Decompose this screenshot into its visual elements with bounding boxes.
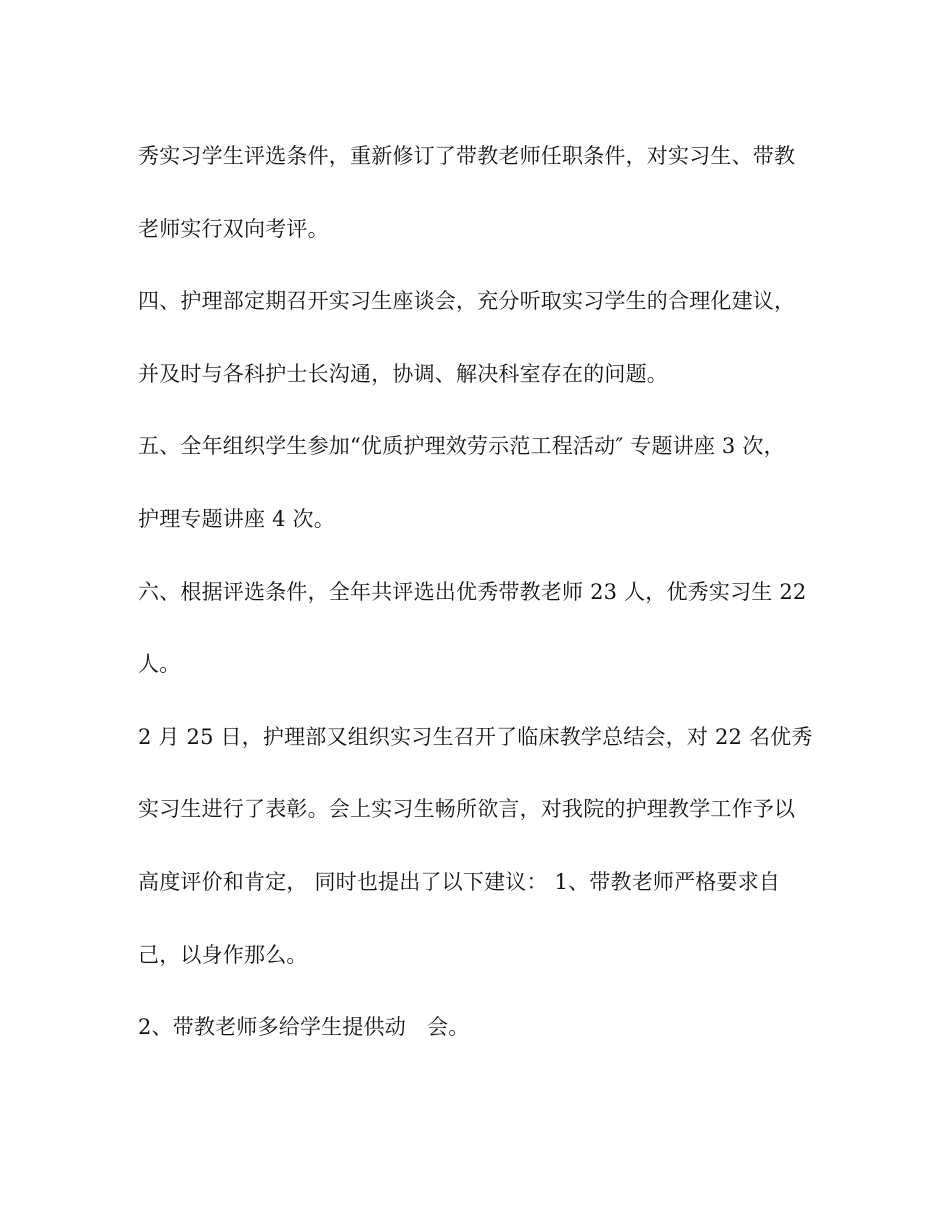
text-line: 2、带教老师多给学生提供动 会。 (138, 1015, 470, 1040)
text-line: 四、护理部定期召开实习生座谈会，充分听取实习学生的合理化建议， (138, 289, 796, 314)
text-line: 实习生进行了表彰。会上实习生畅所欲言，对我院的护理教学工作予以 (138, 797, 796, 822)
text-line: 2 月 25 日，护理部又组织实习生召开了临床教学总结会，对 22 名优秀 (138, 724, 813, 749)
text-line: 护理专题讲座 4 次。 (138, 506, 335, 531)
text-line: 己，以身作那么。 (138, 942, 308, 967)
document-body (138, 132, 818, 1076)
text-line: 五、全年组织学生参加“优质护理效劳示范工程活动″ 专题讲座 3 次， (138, 434, 785, 459)
text-line: 老师实行双向考评。 (138, 216, 329, 241)
text-line: 高度评价和肯定， 同时也提出了以下建议： 1、带教老师严格要求自 (138, 869, 781, 894)
text-line: 秀实习学生评选条件，重新修订了带教老师任职条件，对实习生、带教 (138, 144, 796, 168)
text-line: 六、根据评选条件，全年共评选出优秀带教老师 23 人，优秀实习生 22 (138, 579, 807, 604)
text-line: 人。 (138, 652, 181, 677)
text-line: 并及时与各科护士长沟通，协调、解决科室存在的问题。 (138, 361, 668, 386)
